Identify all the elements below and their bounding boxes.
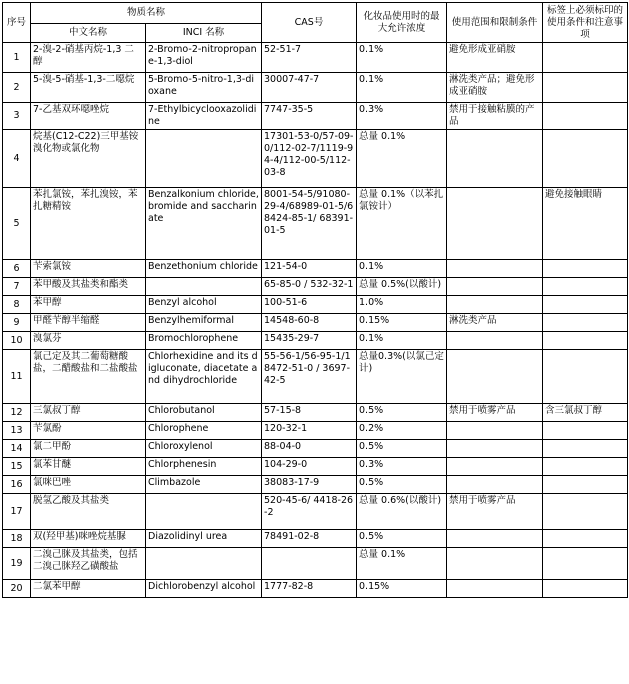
label-warning [543, 73, 628, 103]
row-no: 5 [3, 188, 31, 260]
inci-name: Benzylhemiformal [146, 314, 262, 332]
row-no: 6 [3, 260, 31, 278]
chinese-name: 2-溴-2-硝基丙烷-1,3 二醇 [31, 43, 146, 73]
cas-number: 38083-17-9 [262, 476, 357, 494]
usage-scope [447, 440, 543, 458]
header-max-conc: 化妆品使用时的最大允许浓度 [357, 3, 447, 43]
usage-scope [447, 548, 543, 580]
cas-number: 52-51-7 [262, 43, 357, 73]
chinese-name: 7-乙基双环噁唑烷 [31, 103, 146, 130]
cas-number: 8001-54-5/91080-29-4/68989-01-5/68424-85-1/ 68391-01-5 [262, 188, 357, 260]
header-scope: 使用范围和限制条件 [447, 3, 543, 43]
table-row [3, 43, 628, 73]
usage-scope [447, 580, 543, 598]
max-concentration: 0.1% [357, 43, 447, 73]
chinese-name: 苄氯酚 [31, 422, 146, 440]
cas-number: 55-56-1/56-95-1/18472-51-0 / 3697-42-5 [262, 350, 357, 404]
usage-scope: 禁用于喷雾产品 [447, 494, 543, 530]
cas-number: 520-45-6/ 4418-26-2 [262, 494, 357, 530]
row-no: 12 [3, 404, 31, 422]
cas-number: 88-04-0 [262, 440, 357, 458]
inci-name: 2-Bromo-2-nitropropane-1,3-diol [146, 43, 262, 73]
inci-name: Bromochlorophene [146, 332, 262, 350]
row-no: 15 [3, 458, 31, 476]
usage-scope: 避免形成亚硝胺 [447, 43, 543, 73]
cas-number: 30007-47-7 [262, 73, 357, 103]
cas-number: 65-85-0 / 532-32-1 [262, 278, 357, 296]
table-row [3, 260, 628, 278]
table-row [3, 296, 628, 314]
usage-scope [447, 530, 543, 548]
max-concentration: 总量 0.1% [357, 548, 447, 580]
preservatives-table [2, 2, 628, 598]
table-row [3, 404, 628, 422]
label-warning [543, 130, 628, 188]
chinese-name: 三氯叔丁醇 [31, 404, 146, 422]
table-row [3, 548, 628, 580]
cas-number: 14548-60-8 [262, 314, 357, 332]
inci-name: Chlorphenesin [146, 458, 262, 476]
chinese-name: 氯苯甘醚 [31, 458, 146, 476]
usage-scope [447, 458, 543, 476]
usage-scope [447, 332, 543, 350]
chinese-name: 氯己定及其二葡萄糖酸盐，二醋酸盐和二盐酸盐 [31, 350, 146, 404]
max-concentration: 总量0.3%(以氯己定计) [357, 350, 447, 404]
usage-scope [447, 350, 543, 404]
row-no: 4 [3, 130, 31, 188]
table-row [3, 278, 628, 296]
row-no: 17 [3, 494, 31, 530]
cas-number: 15435-29-7 [262, 332, 357, 350]
inci-name: Chlorophene [146, 422, 262, 440]
table-row [3, 422, 628, 440]
inci-name: 7-Ethylbicyclooxazolidine [146, 103, 262, 130]
usage-scope [447, 278, 543, 296]
table-row [3, 130, 628, 188]
inci-name [146, 494, 262, 530]
max-concentration: 总量 0.1%（以苯扎氯铵计） [357, 188, 447, 260]
inci-name: Chloroxylenol [146, 440, 262, 458]
row-no: 13 [3, 422, 31, 440]
chinese-name: 氯二甲酚 [31, 440, 146, 458]
cas-number: 7747-35-5 [262, 103, 357, 130]
table-row [3, 188, 628, 260]
cas-number: 100-51-6 [262, 296, 357, 314]
usage-scope: 淋洗类产品 [447, 314, 543, 332]
label-warning [543, 278, 628, 296]
max-concentration: 0.5% [357, 440, 447, 458]
cas-number: 17301-53-0/57-09-0/112-02-7/1119-94-4/112-00-5/112-03-8 [262, 130, 357, 188]
row-no: 10 [3, 332, 31, 350]
label-warning [543, 548, 628, 580]
header-label: 标签上必须标印的使用条件和注意事项 [543, 3, 628, 43]
chinese-name: 溴氯芬 [31, 332, 146, 350]
max-concentration: 0.1% [357, 332, 447, 350]
label-warning [543, 476, 628, 494]
row-no: 2 [3, 73, 31, 103]
label-warning [543, 103, 628, 130]
table-row [3, 580, 628, 598]
label-warning [543, 530, 628, 548]
inci-name: Climbazole [146, 476, 262, 494]
table-row [3, 440, 628, 458]
cas-number: 57-15-8 [262, 404, 357, 422]
row-no: 16 [3, 476, 31, 494]
inci-name: 5-Bromo-5-nitro-1,3-dioxane [146, 73, 262, 103]
row-no: 9 [3, 314, 31, 332]
inci-name: Benzyl alcohol [146, 296, 262, 314]
max-concentration: 0.5% [357, 404, 447, 422]
chinese-name: 二氯苯甲醇 [31, 580, 146, 598]
cas-number: 121-54-0 [262, 260, 357, 278]
max-concentration: 0.3% [357, 103, 447, 130]
label-warning [543, 43, 628, 73]
max-concentration: 总量 0.5%(以酸计) [357, 278, 447, 296]
cas-number: 1777-82-8 [262, 580, 357, 598]
chinese-name: 脱氢乙酸及其盐类 [31, 494, 146, 530]
label-warning [543, 580, 628, 598]
usage-scope: 禁用于接触粘膜的产品 [447, 103, 543, 130]
usage-scope [447, 188, 543, 260]
table-row [3, 314, 628, 332]
row-no: 19 [3, 548, 31, 580]
row-no: 8 [3, 296, 31, 314]
label-warning [543, 440, 628, 458]
max-concentration: 总量 0.1% [357, 130, 447, 188]
label-warning: 含三氯叔丁醇 [543, 404, 628, 422]
row-no: 20 [3, 580, 31, 598]
chinese-name: 5-溴-5-硝基-1,3-二噁烷 [31, 73, 146, 103]
chinese-name: 双(羟甲基)咪唑烷基脲 [31, 530, 146, 548]
label-warning [543, 260, 628, 278]
inci-name: Chlorhexidine and its digluconate, diacetate and dihydrochloride [146, 350, 262, 404]
header-cas: CAS号 [262, 3, 357, 43]
table-row [3, 530, 628, 548]
table-row [3, 458, 628, 476]
row-no: 14 [3, 440, 31, 458]
inci-name: Dichlorobenzyl alcohol [146, 580, 262, 598]
chinese-name: 二溴己脒及其盐类，包括二溴己脒羟乙磺酸盐 [31, 548, 146, 580]
max-concentration: 0.3% [357, 458, 447, 476]
max-concentration: 0.5% [357, 476, 447, 494]
chinese-name: 苯甲酸及其盐类和酯类 [31, 278, 146, 296]
row-no: 7 [3, 278, 31, 296]
header-substance: 物质名称 [31, 3, 262, 24]
inci-name [146, 278, 262, 296]
cas-number [262, 548, 357, 580]
table-row [3, 73, 628, 103]
inci-name [146, 548, 262, 580]
inci-name [146, 130, 262, 188]
label-warning [543, 314, 628, 332]
cas-number: 104-29-0 [262, 458, 357, 476]
label-warning [543, 494, 628, 530]
max-concentration: 0.1% [357, 73, 447, 103]
max-concentration: 0.15% [357, 580, 447, 598]
chinese-name: 烷基(C12-C22)三甲基铵溴化物或氯化物 [31, 130, 146, 188]
row-no: 3 [3, 103, 31, 130]
table-row [3, 332, 628, 350]
max-concentration: 1.0% [357, 296, 447, 314]
header-inci: INCI 名称 [146, 24, 262, 43]
chinese-name: 苯甲醇 [31, 296, 146, 314]
usage-scope [447, 422, 543, 440]
usage-scope [447, 476, 543, 494]
header-no: 序号 [3, 3, 31, 43]
inci-name: Benzethonium chloride [146, 260, 262, 278]
row-no: 18 [3, 530, 31, 548]
max-concentration: 0.15% [357, 314, 447, 332]
max-concentration: 0.1% [357, 260, 447, 278]
label-warning [543, 350, 628, 404]
table-row [3, 494, 628, 530]
chinese-name: 氯咪巴唑 [31, 476, 146, 494]
usage-scope [447, 130, 543, 188]
max-concentration: 0.2% [357, 422, 447, 440]
chinese-name: 甲醛苄醇半缩醛 [31, 314, 146, 332]
inci-name: Benzalkonium chloride, bromide and saccharinate [146, 188, 262, 260]
row-no: 1 [3, 43, 31, 73]
usage-scope [447, 296, 543, 314]
label-warning [543, 422, 628, 440]
table-row [3, 476, 628, 494]
usage-scope: 淋洗类产品；避免形成亚硝胺 [447, 73, 543, 103]
label-warning [543, 458, 628, 476]
usage-scope: 禁用于喷雾产品 [447, 404, 543, 422]
label-warning [543, 332, 628, 350]
header-cn-name: 中文名称 [31, 24, 146, 43]
chinese-name: 苄索氯铵 [31, 260, 146, 278]
cas-number: 78491-02-8 [262, 530, 357, 548]
max-concentration: 总量 0.6%(以酸计) [357, 494, 447, 530]
inci-name: Diazolidinyl urea [146, 530, 262, 548]
usage-scope [447, 260, 543, 278]
chinese-name: 苯扎氯铵，苯扎溴铵，苯扎糖精铵 [31, 188, 146, 260]
table-row [3, 350, 628, 404]
inci-name: Chlorobutanol [146, 404, 262, 422]
row-no: 11 [3, 350, 31, 404]
max-concentration: 0.5% [357, 530, 447, 548]
label-warning: 避免接触眼睛 [543, 188, 628, 260]
label-warning [543, 296, 628, 314]
table-row [3, 103, 628, 130]
cas-number: 120-32-1 [262, 422, 357, 440]
